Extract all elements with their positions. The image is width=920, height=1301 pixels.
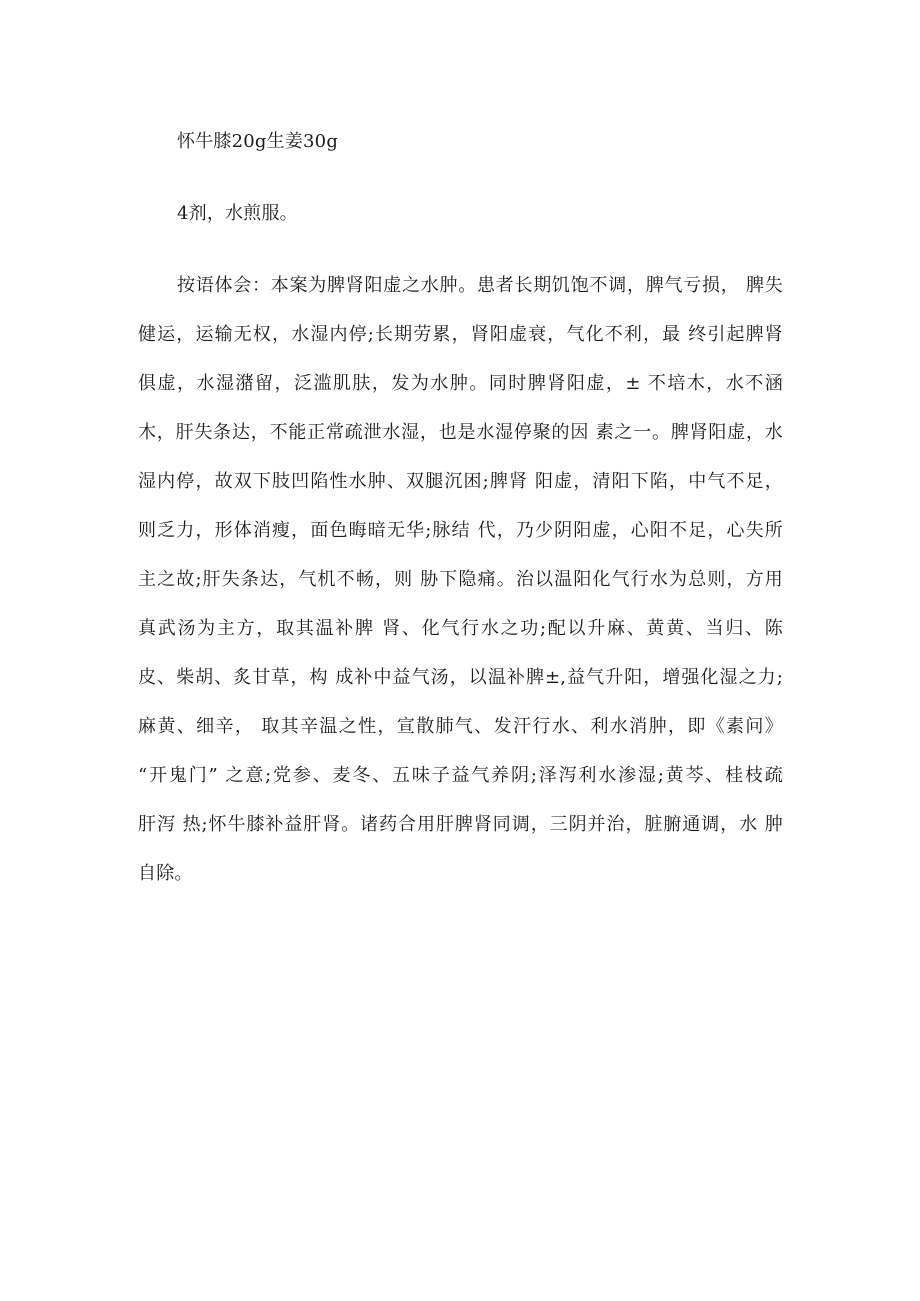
commentary-line: 主之故;肝失条达，气机不畅，则 胁下隐痛。治以温阳化气行水为总则，方用 [138, 569, 783, 590]
commentary-line: 真武汤为主方，取其温补脾 肾、化气行水之功;配以升麻、黄黄、当归、陈 [138, 618, 783, 639]
commentary-line: “开鬼门” 之意;党参、麦冬、五味子益气养阴;泽泻利水渗湿;黄芩、桂枝疏 [138, 765, 783, 786]
commentary-line: 则乏力，形体消瘦，面色晦暗无华;脉结 代，乃少阴阳虚，心阳不足，心失所 [138, 520, 783, 541]
commentary-line: 肝泻 热;怀牛膝补益肝肾。诸药合用肝脾肾同调，三阴并治，脏腑通调，水 肿 [138, 814, 783, 835]
dosage-line: 4剂，水煎服。 [177, 203, 298, 224]
commentary-line: 皮、柴胡、炙甘草，构 成补中益气汤，以温补脾±,益气升阳，增强化湿之力; [138, 667, 783, 688]
commentary-line: 健运，运输无权，水湿内停;长期劳累，肾阳虚衰，气化不利，最 终引起脾肾 [138, 324, 783, 345]
commentary-line: 按语体会：本案为脾肾阳虚之水肿。患者长期饥饱不调，脾气亏损， 脾失 [177, 275, 783, 296]
commentary-line: 自除。 [138, 863, 193, 884]
commentary-line: 湿内停，故双下肢凹陷性水肿、双腿沉困;脾肾 阳虚，清阳下陷，中气不足， [138, 471, 783, 492]
commentary-line: 俱虚，水湿潴留，泛滥肌肤，发为水肿。同时脾肾阳虚，± 不培木，水不涵 [138, 373, 783, 394]
commentary-line: 木，肝失条达，不能正常疏泄水湿，也是水湿停聚的因 素之一。脾肾阳虚，水 [138, 422, 783, 443]
prescription-line: 怀牛膝20g生姜30g [177, 131, 339, 152]
commentary-line: 麻黄、细辛， 取其辛温之性，宣散肺气、发汗行水、利水消肿，即《素问》 [138, 716, 783, 737]
